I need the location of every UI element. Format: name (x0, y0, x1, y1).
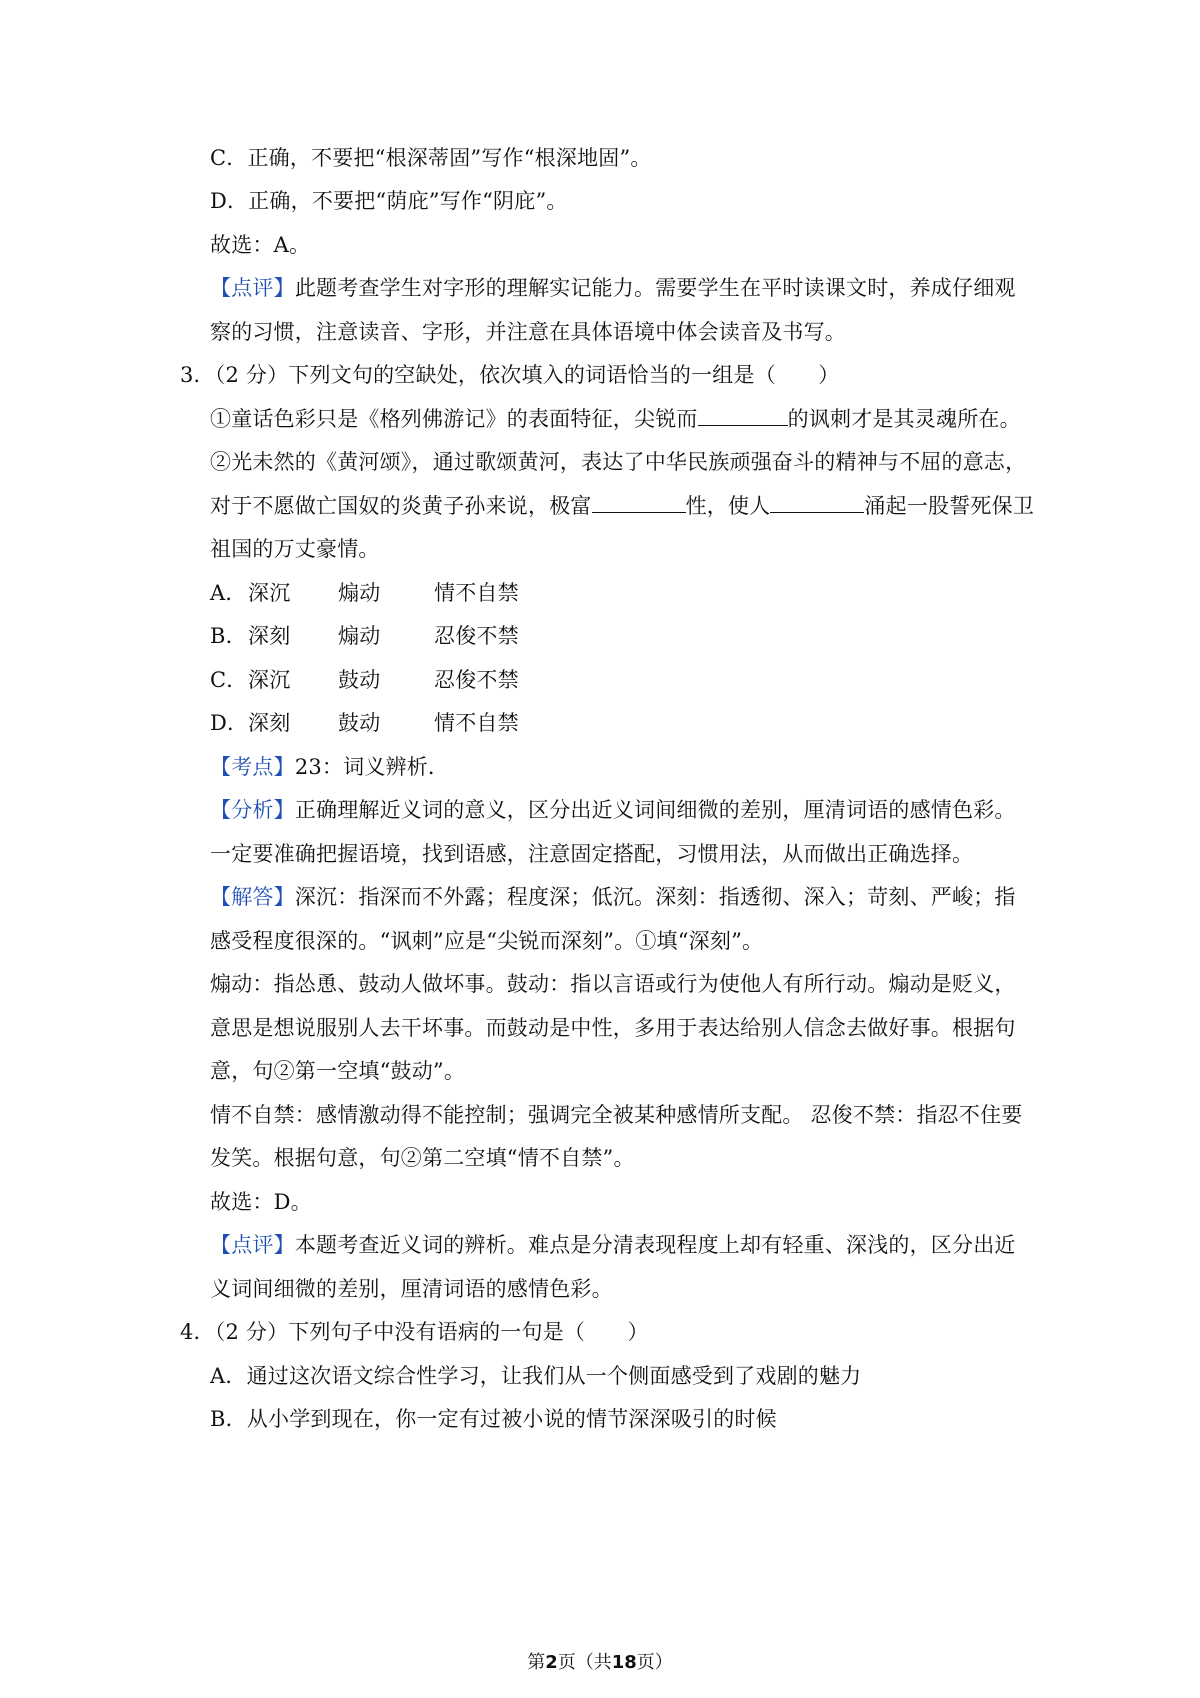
q2-comment-line-1 (210, 275, 1016, 301)
q3-sentence-2-line-2 (210, 492, 1034, 519)
option-letter: B． (210, 624, 247, 648)
q3-answer: 故选：D。 (210, 1190, 312, 1214)
footer-mid: 页（共 (557, 1652, 612, 1673)
q3-jieda-line-6: 情不自禁：感情激动得不能控制；强调完全被某种感情所支配。 忍俊不禁：指忍不住要 (210, 1103, 1023, 1127)
q3-comment-text-1: 本题考查近义词的辨析。难点是分清表现程度上却有轻重、深浅的，区分出近 (294, 1233, 1016, 1257)
q3-s1-b: 的讽刺才是其灵魂所在。 (787, 407, 1021, 431)
q3-sentence-2-line-1: ②光未然的《黄河颂》，通过歌颂黄河，表达了中华民族顽强奋斗的精神与不屈的意志， (210, 450, 1027, 474)
q3-sentence-1 (210, 405, 1021, 432)
q3-stem: 3．（2 分）下列文句的空缺处，依次填入的词语恰当的一组是（ ） (180, 363, 840, 387)
q2-comment-line-2: 察的习惯，注意读音、字形，并注意在具体语境中体会读音及书写。 (210, 320, 846, 344)
q3-s2-a: 对于不愿做亡国奴的炎黄子孙来说，极富 (210, 494, 592, 518)
q3-fenxi-text-1: 正确理解近义词的意义，区分出近义词间细微的差别，厘清词语的感情色彩。 (294, 798, 1016, 822)
q3-jieda-line-4: 意思是想说服别人去干坏事。而鼓动是中性，多用于表达给别人信念去做好事。根据句 (210, 1016, 1016, 1040)
option-letter: C． (210, 668, 248, 692)
option-word-2: 煽动 (338, 581, 381, 605)
q3-option-c (210, 667, 519, 693)
footer-suffix: 页） (636, 1652, 673, 1673)
q3-jieda-line-1 (210, 884, 1016, 910)
option-letter: D． (210, 711, 249, 735)
option-letter: A． (210, 581, 247, 605)
q3-comment-tag: 【点评】 (210, 1233, 295, 1257)
q3-s2-b: 性，使人 (685, 494, 771, 518)
q4-option-a: A．通过这次语文综合性学习，让我们从一个侧面感受到了戏剧的魅力 (210, 1364, 862, 1388)
footer-page-number: 2 (545, 1652, 558, 1673)
option-word-3: 情不自禁 (434, 581, 519, 605)
q3-kaodian-text: 23：词义辨析． (294, 755, 450, 779)
option-word-2: 鼓动 (338, 668, 381, 692)
q3-fenxi-line-2: 一定要准确把握语境，找到语感，注意固定搭配，习惯用法，从而做出正确选择。 (210, 842, 974, 866)
q3-jieda-line-2: 感受程度很深的。“讽刺”应是“尖锐而深刻”。①填“深刻”。 (210, 929, 764, 953)
q3-blank-3 (770, 492, 864, 513)
q3-s2-c: 涌起一股誓死保卫 (864, 494, 1035, 518)
q2-option-c: C．正确，不要把“根深蒂固”写作“根深地固”。 (210, 146, 652, 170)
option-word-1: 深刻 (248, 711, 291, 735)
option-word-1: 深刻 (248, 624, 291, 648)
q4-stem: 4．（2 分）下列句子中没有语病的一句是（ ） (180, 1320, 649, 1344)
q3-sentence-2-line-3: 祖国的万丈豪情。 (210, 537, 380, 561)
option-word-3: 忍俊不禁 (434, 668, 519, 692)
q3-kaodian-tag: 【考点】 (210, 755, 295, 779)
q3-fenxi-tag: 【分析】 (210, 798, 295, 822)
q2-comment-tag: 【点评】 (210, 276, 295, 300)
option-word-1: 深沉 (248, 668, 291, 692)
footer-prefix: 第 (527, 1652, 546, 1673)
q3-jieda-line-3: 煽动：指怂恿、鼓动人做坏事。鼓动：指以言语或行为使他人有所行动。煽动是贬义， (210, 972, 1016, 996)
q3-option-a (210, 580, 519, 606)
q3-jieda-line-7: 发笑。根据句意，句②第二空填“情不自禁”。 (210, 1146, 635, 1170)
option-word-3: 情不自禁 (434, 711, 519, 735)
q3-option-d (210, 710, 519, 736)
q2-answer: 故选：A。 (210, 233, 311, 257)
q2-comment-text-1: 此题考查学生对字形的理解实记能力。需要学生在平时读课文时，养成仔细观 (294, 276, 1016, 300)
option-word-2: 煽动 (338, 624, 381, 648)
q3-comment-line-2: 义词间细微的差别，厘清词语的感情色彩。 (210, 1277, 613, 1301)
option-word-3: 忍俊不禁 (434, 624, 519, 648)
q3-jieda-text-1: 深沉：指深而不外露；程度深；低沉。深刻：指透彻、深入；苛刻、严峻；指 (294, 885, 1016, 909)
option-word-1: 深沉 (248, 581, 291, 605)
q3-blank-2 (592, 492, 686, 513)
q3-jieda-tag: 【解答】 (210, 885, 295, 909)
footer-total-pages: 18 (611, 1652, 637, 1673)
q3-s1-a: ①童话色彩只是《格列佛游记》的表面特征，尖锐而 (210, 407, 698, 431)
q3-blank-1 (698, 405, 788, 426)
q2-option-d: D．正确，不要把“荫庇”写作“阴庇”。 (210, 189, 568, 213)
q3-kaodian (210, 754, 449, 780)
q3-fenxi-line-1 (210, 797, 1016, 823)
q3-comment-line-1 (210, 1232, 1016, 1258)
option-word-2: 鼓动 (338, 711, 381, 735)
q3-option-b (210, 623, 519, 649)
q4-option-b: B．从小学到现在，你一定有过被小说的情节深深吸引的时候 (210, 1407, 777, 1431)
q3-jieda-line-5: 意，句②第一空填“鼓动”。 (210, 1059, 466, 1083)
page-footer (0, 1652, 1200, 1674)
